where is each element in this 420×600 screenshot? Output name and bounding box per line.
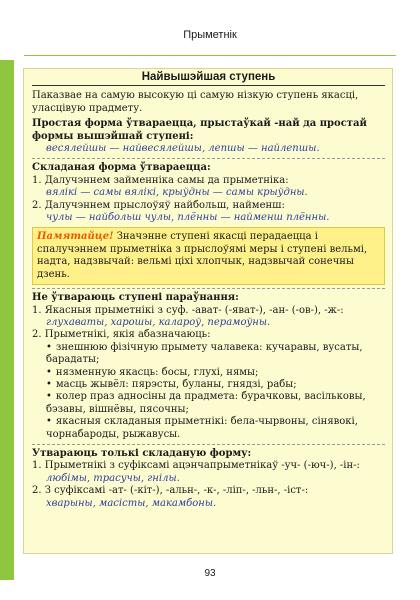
nocompare-bullet: • знешнюю фізічную прымету чалавека: кучаравы, вусаты, барадаты; bbox=[32, 342, 385, 367]
onlycompound-head: Утвараюць толькі складаную форму: bbox=[32, 447, 252, 459]
chapter-title: Прыметнік bbox=[183, 29, 237, 41]
page-footer bbox=[0, 568, 420, 579]
nocompare-bullet: • колер праз адносіны да прадмета: бурачковы, васільковы, бэзавы, вішнёвы, пясочны; bbox=[32, 391, 385, 416]
side-bar bbox=[0, 60, 14, 580]
section-title: Найвышэйшая ступень bbox=[32, 71, 385, 86]
header-rule bbox=[24, 55, 396, 56]
simple-form-head: Простая форма ўтвараецца, прыстаўкай -най да простай формы вышэйшай ступені: bbox=[32, 118, 367, 142]
compound-example-1: вялікі — самы вялікі, крыўдны — самы крыўдны. bbox=[46, 187, 308, 199]
compound-head: Складаная форма ўтвараецца: bbox=[32, 162, 211, 174]
compound-item-2: 2. Далучэннем прыслоўяў найбольш, найменш: bbox=[32, 199, 285, 211]
nocompare-item-2: 2. Прыметнікі, якія абазначаюць: bbox=[32, 329, 211, 341]
nocompare-bullet: • нязменную якасць: босы, глухі, нямы; bbox=[32, 367, 385, 379]
nocompare-head: Не ўтвараюць ступені параўнання: bbox=[32, 292, 239, 304]
onlycompound-example-2: хварыны, масісты, макамбоны. bbox=[46, 497, 217, 509]
nocompare-section bbox=[32, 288, 385, 441]
compound-section bbox=[32, 158, 385, 224]
onlycompound-item-2: 2. З суфіксамі -ат- (-кіт-), -альн-, -к-, -ліп-, -льн-, -іст-: bbox=[32, 485, 309, 497]
note-text: Значэнне ступені якасці перадаецца і спалучэннем прыметніка з прыслоўямі меры і ступені вельмі, надта, надзвычай: вельмі ціхі хлопчык, надзвычай сонечны дзень. bbox=[37, 231, 368, 280]
page-number: 93 bbox=[204, 568, 216, 579]
onlycompound-item-1: 1. Прыметнікі з суфіксамі ацэнчапрыметнікаў -уч- (-юч-), -ін-: bbox=[32, 460, 360, 472]
page-header bbox=[0, 0, 420, 58]
compound-example-2: чулы — найбольш чулы, плённы — найменш плённы. bbox=[46, 212, 330, 224]
nocompare-example-1: глухаваты, харошы, калароў, перамоўны. bbox=[46, 316, 271, 328]
intro-text: Паказвае на самую высокую ці самую нізкую ступень якасці, улаcцівую прадмету. bbox=[32, 90, 359, 114]
note-box bbox=[32, 227, 385, 285]
onlycompound-section bbox=[32, 444, 385, 510]
compound-item-1: 1. Далучэннем займенніка самы да прыметніка: bbox=[32, 174, 289, 186]
nocompare-bullet: • якасныя складаныя прыметнікі: бела-чырвоны, сінявокі, чорнабароды, рыжавусы. bbox=[32, 416, 385, 441]
content-panel bbox=[23, 68, 393, 554]
nocompare-item-1: 1. Якасныя прыметнікі з суф. -ават- (-яват-), -ан- (-ов-), -ж-: bbox=[32, 304, 344, 316]
onlycompound-example-1: любімы, трасучы, гнілы. bbox=[46, 472, 180, 484]
nocompare-bullet: • масць жывёл: пярэсты, буланы, гнядзі, рабы; bbox=[32, 379, 385, 391]
simple-form-example: весялейшы — найвесялейшы, лепшы — найлепшы. bbox=[46, 143, 320, 155]
note-label: Памятайце! bbox=[37, 231, 114, 243]
